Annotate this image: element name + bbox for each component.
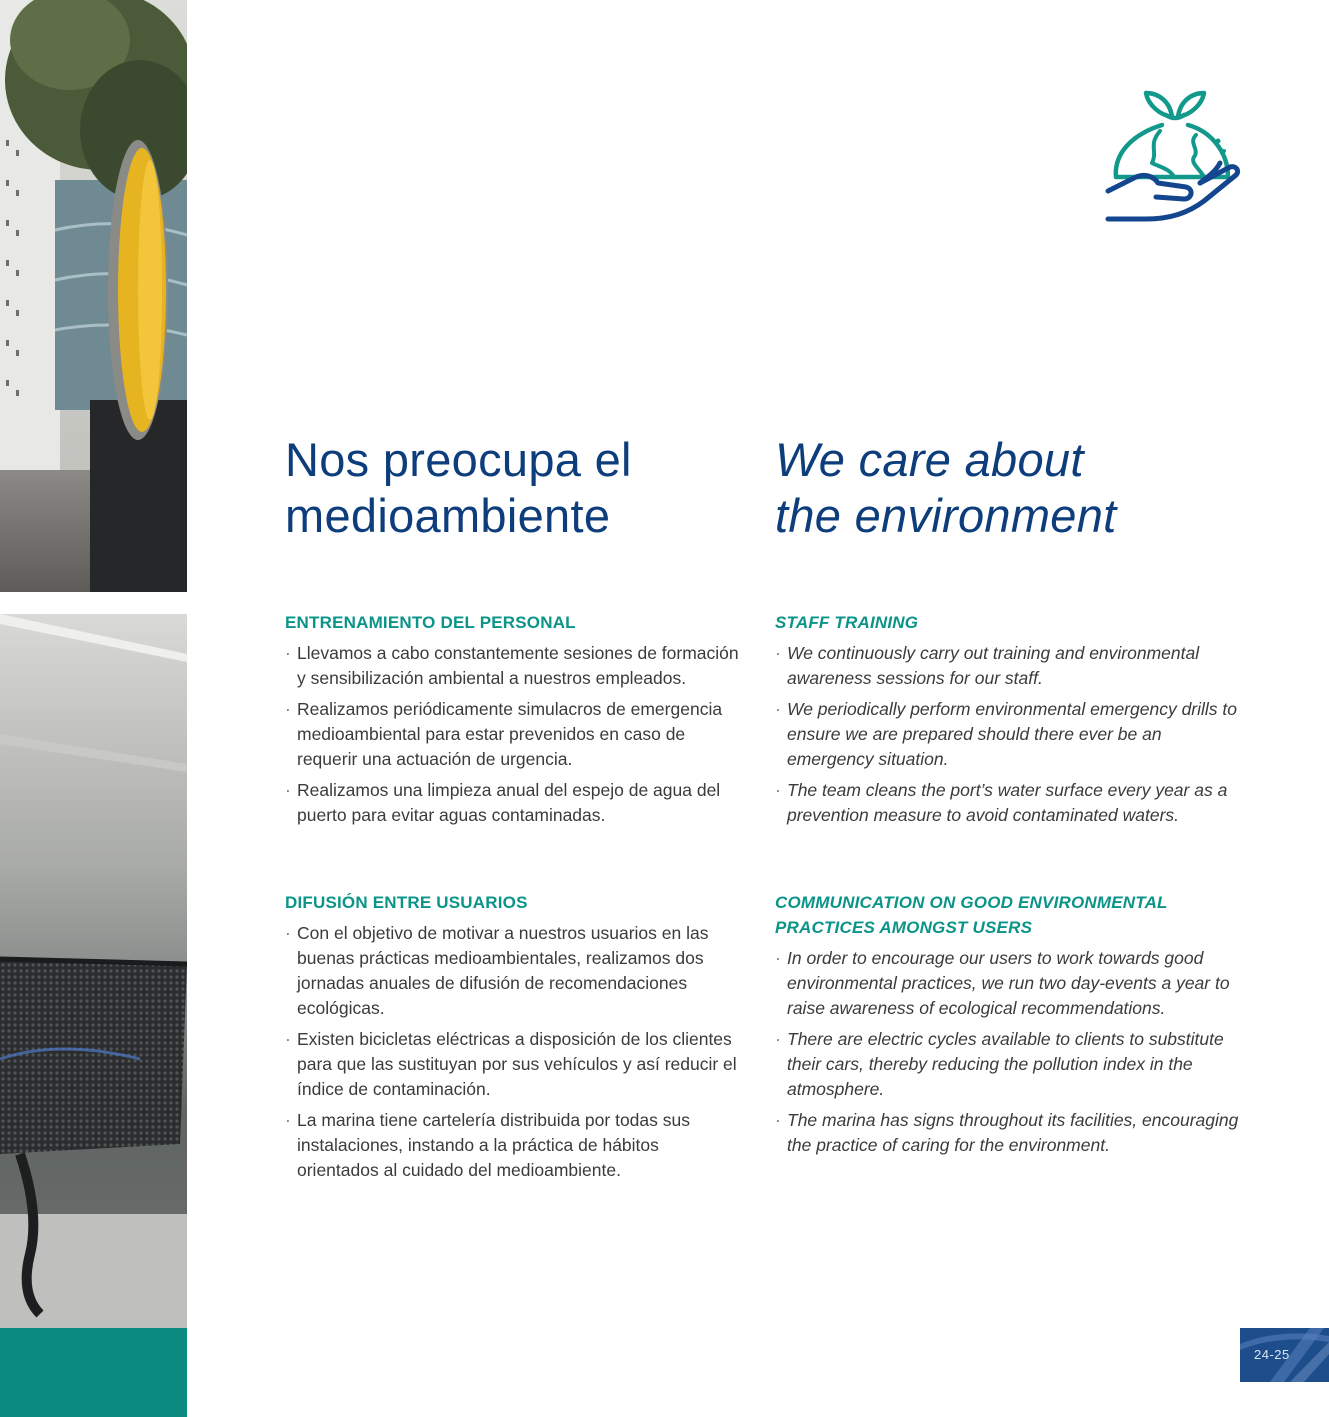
section-staff-training-es: [285, 610, 745, 834]
title-line-2: the environment: [775, 489, 1117, 542]
section-heading: DIFUSIÓN ENTRE USUARIOS: [285, 893, 528, 912]
list-item: · The team cleans the port’s water surface every year as a prevention measure to avoid contaminated waters.: [775, 778, 1245, 828]
list-item: · Existen bicicletas eléctricas a disposición de los clientes para que las sustituyan por sus vehículos y así reducir el índice de contaminación.: [285, 1027, 745, 1102]
hand-holding-earth-bag-icon: [1100, 85, 1245, 225]
footer-teal-block: [0, 1328, 187, 1417]
section-heading: ENTRENAMIENTO DEL PERSONAL: [285, 613, 576, 632]
page-number-badge: [1240, 1328, 1329, 1382]
title-line-1: Nos preocupa el: [285, 433, 632, 486]
section-heading: STAFF TRAINING: [775, 613, 919, 632]
list-item: · We continuously carry out training and environmental awareness sessions for our staff.: [775, 641, 1245, 691]
page-title-en: [775, 432, 1245, 544]
page-title-es: [285, 432, 745, 544]
bullet-list: [285, 641, 745, 828]
bullet-list: [775, 641, 1245, 828]
column-english: [775, 432, 1245, 1155]
photo-bicycle-basket: [0, 614, 187, 1328]
section-heading: COMMUNICATION ON GOOD ENVIRONMENTAL PRACTICES AMONGST USERS: [775, 893, 1168, 937]
list-item: · La marina tiene cartelería distribuida por todas sus instalaciones, instando a la práctica de hábitos orientados al cuidado del medioambiente.: [285, 1108, 745, 1183]
list-item: · Llevamos a cabo constantemente sesiones de formación y sensibilización ambiental a nuestros empleados.: [285, 641, 745, 691]
bullet-list: [285, 921, 745, 1183]
list-item: · Realizamos periódicamente simulacros de emergencia medioambiental para estar prevenidos en caso de requerir una actuación de urgencia.: [285, 697, 745, 772]
section-staff-training-en: [775, 610, 1245, 834]
list-item: · There are electric cycles available to clients to substitute their cars, thereby reducing the pollution index in the atmosphere.: [775, 1027, 1245, 1102]
list-item: · We periodically perform environmental emergency drills to ensure we are prepared should there ever be an emergency situation.: [775, 697, 1245, 772]
list-item: · In order to encourage our users to work towards good environmental practices, we run two day-events a year to raise awareness of ecological recommendations.: [775, 946, 1245, 1021]
list-item: · The marina has signs throughout its facilities, encouraging the practice of caring for the environment.: [775, 1108, 1245, 1158]
section-users-en: [775, 890, 1245, 1164]
column-spanish: [285, 432, 745, 1180]
page-number: 24-25: [1254, 1347, 1290, 1362]
list-item: · Realizamos una limpieza anual del espejo de agua del puerto para evitar aguas contaminadas.: [285, 778, 745, 828]
title-line-2: medioambiente: [285, 489, 611, 542]
bullet-list: [775, 946, 1245, 1158]
section-users-es: [285, 890, 745, 1189]
title-line-1: We care about: [775, 433, 1084, 486]
photo-planter: [0, 0, 187, 592]
list-item: · Con el objetivo de motivar a nuestros usuarios en las buenas prácticas medioambientales, realizamos dos jornadas anuales de difusión de recomendaciones ecológicas.: [285, 921, 745, 1021]
